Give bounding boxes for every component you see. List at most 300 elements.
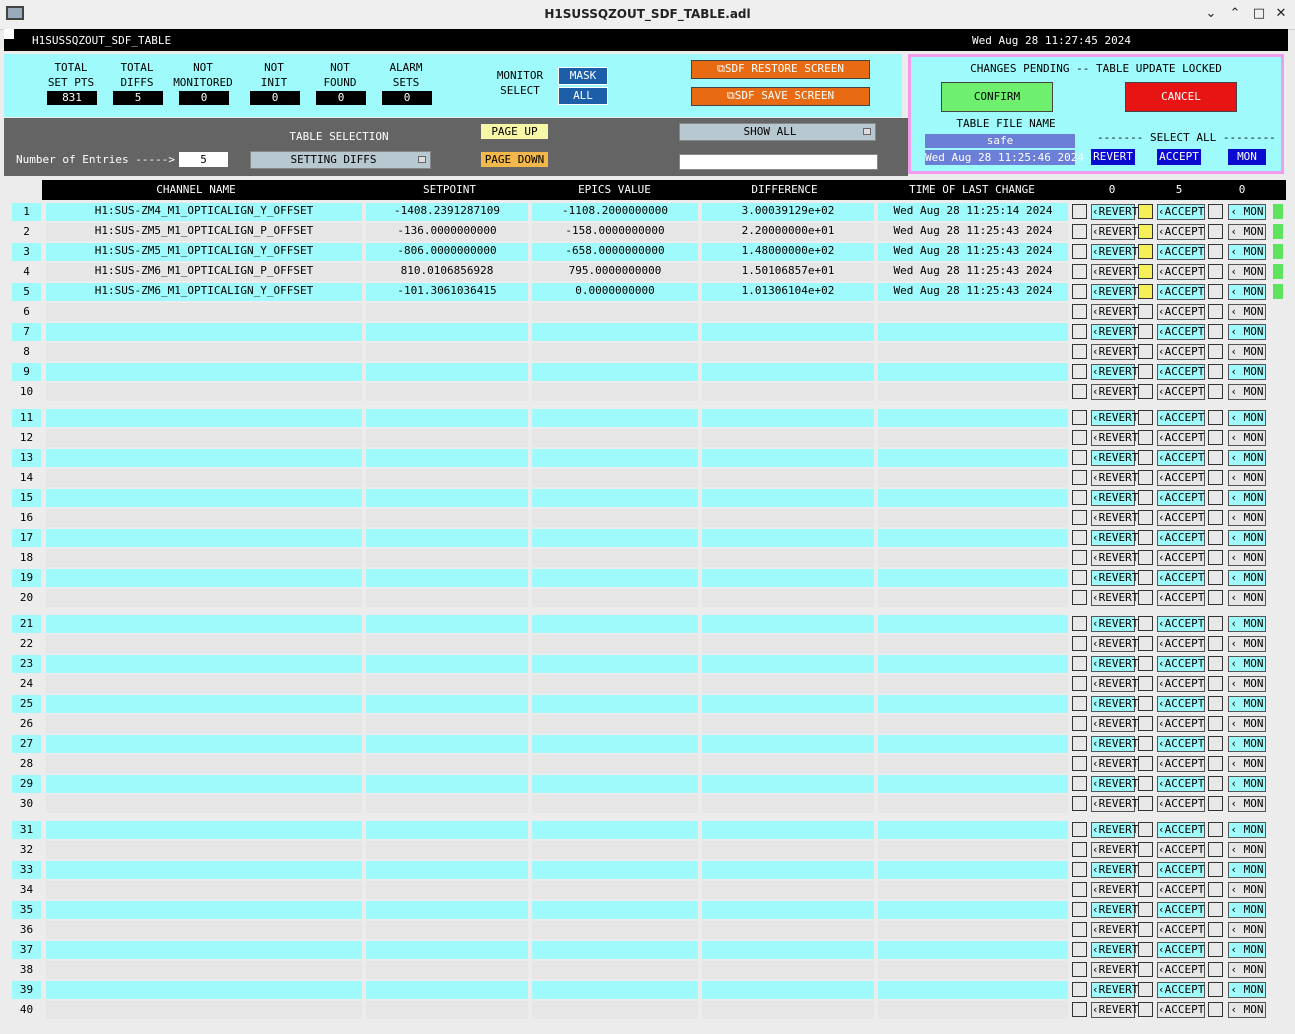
revert-button[interactable]: ‹REVERT (1092, 903, 1139, 916)
mon-checkbox[interactable] (1208, 490, 1223, 505)
mon-checkbox[interactable] (1208, 822, 1223, 837)
mon-button[interactable]: ‹ MON (1228, 1002, 1266, 1018)
revert-checkbox[interactable] (1072, 570, 1087, 585)
table-selection-dropdown[interactable] (250, 151, 431, 169)
accept-checkbox[interactable] (1138, 410, 1153, 425)
mon-checkbox[interactable] (1208, 616, 1223, 631)
revert-button[interactable]: ‹REVERT (1092, 923, 1139, 936)
current-time: Wed Aug 28 11:27:45 2024 (972, 34, 1131, 47)
revert-checkbox[interactable] (1072, 962, 1087, 977)
select-all-revert-button[interactable]: REVERT (1091, 149, 1135, 165)
accept-button[interactable]: ‹ACCEPT (1158, 797, 1205, 810)
revert-button[interactable]: ‹REVERT (1092, 491, 1139, 504)
mon-button[interactable]: ‹ MON (1228, 450, 1266, 466)
channel-name-cell (46, 1001, 362, 1019)
row-number: 21 (12, 615, 41, 633)
mon-checkbox[interactable] (1208, 410, 1223, 425)
difference-cell (702, 881, 874, 899)
accept-button[interactable]: ‹ACCEPT (1158, 657, 1205, 670)
revert-checkbox[interactable] (1072, 364, 1087, 379)
accept-checkbox[interactable] (1138, 490, 1153, 505)
accept-checkbox[interactable] (1138, 324, 1153, 339)
revert-checkbox[interactable] (1072, 430, 1087, 445)
revert-checkbox[interactable] (1072, 822, 1087, 837)
revert-checkbox[interactable] (1072, 590, 1087, 605)
mon-button[interactable]: ‹ MON (1228, 224, 1266, 240)
cancel-button[interactable]: CANCEL (1125, 82, 1237, 112)
mon-checkbox[interactable] (1208, 776, 1223, 791)
mon-button[interactable]: ‹ MON (1228, 550, 1266, 566)
mon-button[interactable]: ‹ MON (1228, 776, 1266, 792)
confirm-button[interactable]: CONFIRM (941, 82, 1053, 112)
setpoint-cell (366, 881, 528, 899)
revert-checkbox[interactable] (1072, 344, 1087, 359)
epics-value-cell (532, 735, 698, 753)
accept-checkbox[interactable] (1138, 756, 1153, 771)
accept-button[interactable]: ‹ACCEPT (1158, 943, 1205, 956)
channel-name-cell (46, 901, 362, 919)
revert-button[interactable]: ‹REVERT (1092, 717, 1139, 730)
accept-button[interactable]: ‹ACCEPT (1158, 863, 1205, 876)
difference-cell (702, 529, 874, 547)
mon-checkbox[interactable] (1208, 204, 1223, 219)
accept-button[interactable]: ‹ACCEPT (1158, 265, 1205, 278)
revert-button[interactable]: ‹REVERT (1092, 245, 1139, 258)
mon-button[interactable]: ‹ MON (1228, 364, 1266, 380)
accept-checkbox[interactable] (1138, 204, 1153, 219)
revert-button[interactable]: ‹REVERT (1092, 737, 1139, 750)
mon-button[interactable]: ‹ MON (1228, 470, 1266, 486)
mon-button[interactable]: ‹ MON (1228, 490, 1266, 506)
accept-checkbox[interactable] (1138, 942, 1153, 957)
revert-checkbox[interactable] (1072, 490, 1087, 505)
revert-button[interactable]: ‹REVERT (1092, 225, 1139, 238)
accept-checkbox[interactable] (1138, 430, 1153, 445)
accept-button[interactable]: ‹ACCEPT (1158, 983, 1205, 996)
row-number: 29 (12, 775, 41, 793)
mon-checkbox[interactable] (1208, 550, 1223, 565)
revert-button[interactable]: ‹REVERT (1092, 697, 1139, 710)
accept-checkbox[interactable] (1138, 696, 1153, 711)
accept-button[interactable]: ‹ACCEPT (1158, 531, 1205, 544)
mon-button[interactable]: ‹ MON (1228, 264, 1266, 280)
revert-checkbox[interactable] (1072, 842, 1087, 857)
revert-button[interactable]: ‹REVERT (1092, 677, 1139, 690)
accept-checkbox[interactable] (1138, 656, 1153, 671)
revert-checkbox[interactable] (1072, 676, 1087, 691)
accept-button[interactable]: ‹ACCEPT (1158, 757, 1205, 770)
revert-checkbox[interactable] (1072, 636, 1087, 651)
mon-button[interactable]: ‹ MON (1228, 616, 1266, 632)
accept-button[interactable]: ‹ACCEPT (1158, 617, 1205, 630)
setpoint-cell (366, 941, 528, 959)
accept-button[interactable]: ‹ACCEPT (1158, 717, 1205, 730)
revert-button[interactable]: ‹REVERT (1092, 345, 1139, 358)
time-cell (878, 469, 1068, 487)
revert-button[interactable]: ‹REVERT (1092, 617, 1139, 630)
accept-checkbox[interactable] (1138, 344, 1153, 359)
mon-checkbox[interactable] (1208, 842, 1223, 857)
revert-checkbox[interactable] (1072, 264, 1087, 279)
accept-checkbox[interactable] (1138, 570, 1153, 585)
mon-button[interactable]: ‹ MON (1228, 510, 1266, 526)
revert-checkbox[interactable] (1072, 410, 1087, 425)
mon-checkbox[interactable] (1208, 530, 1223, 545)
mon-checkbox[interactable] (1208, 450, 1223, 465)
mon-button[interactable]: ‹ MON (1228, 796, 1266, 812)
sdf-restore-screen-button[interactable]: ⧉SDF RESTORE SCREEN (691, 60, 870, 79)
revert-checkbox[interactable] (1072, 982, 1087, 997)
mon-checkbox[interactable] (1208, 756, 1223, 771)
accept-checkbox[interactable] (1138, 982, 1153, 997)
revert-button[interactable]: ‹REVERT (1092, 551, 1139, 564)
window-titlebar (0, 0, 1295, 30)
accept-checkbox[interactable] (1138, 510, 1153, 525)
mon-checkbox[interactable] (1208, 736, 1223, 751)
revert-checkbox[interactable] (1072, 862, 1087, 877)
mask-button[interactable]: MASK (558, 67, 608, 85)
epics-value-cell (532, 469, 698, 487)
mon-button[interactable]: ‹ MON (1228, 590, 1266, 606)
accept-checkbox[interactable] (1138, 530, 1153, 545)
accept-button[interactable]: ‹ACCEPT (1158, 883, 1205, 896)
revert-button[interactable]: ‹REVERT (1092, 471, 1139, 484)
revert-button[interactable]: ‹REVERT (1092, 591, 1139, 604)
accept-button[interactable]: ‹ACCEPT (1158, 305, 1205, 318)
revert-checkbox[interactable] (1072, 384, 1087, 399)
difference-cell (702, 961, 874, 979)
accept-button[interactable]: ‹ACCEPT (1158, 843, 1205, 856)
mon-button[interactable]: ‹ MON (1228, 204, 1266, 220)
accept-checkbox[interactable] (1138, 862, 1153, 877)
accept-button[interactable]: ‹ACCEPT (1158, 285, 1205, 298)
accept-button[interactable]: ‹ACCEPT (1158, 677, 1205, 690)
revert-checkbox[interactable] (1072, 882, 1087, 897)
accept-checkbox[interactable] (1138, 1002, 1153, 1017)
revert-checkbox[interactable] (1072, 656, 1087, 671)
select-all-mon-button[interactable]: MON (1228, 149, 1266, 165)
mon-button[interactable]: ‹ MON (1228, 862, 1266, 878)
mon-checkbox[interactable] (1208, 982, 1223, 997)
select-all-accept-button[interactable]: ACCEPT (1157, 149, 1201, 165)
accept-checkbox[interactable] (1138, 636, 1153, 651)
revert-button[interactable]: ‹REVERT (1092, 637, 1139, 650)
row-number: 35 (12, 901, 41, 919)
revert-button[interactable]: ‹REVERT (1092, 797, 1139, 810)
mon-checkbox[interactable] (1208, 882, 1223, 897)
revert-checkbox[interactable] (1072, 530, 1087, 545)
mon-checkbox[interactable] (1208, 962, 1223, 977)
revert-checkbox[interactable] (1072, 510, 1087, 525)
revert-checkbox[interactable] (1072, 756, 1087, 771)
accept-button[interactable]: ‹ACCEPT (1158, 365, 1205, 378)
status-indicator (1273, 204, 1283, 219)
mon-button[interactable]: ‹ MON (1228, 304, 1266, 320)
accept-checkbox[interactable] (1138, 550, 1153, 565)
stat-label-total-setpts: TOTAL SET PTS (47, 61, 95, 89)
revert-button[interactable]: ‹REVERT (1092, 863, 1139, 876)
accept-button[interactable]: ‹ACCEPT (1158, 345, 1205, 358)
revert-checkbox[interactable] (1072, 616, 1087, 631)
mon-checkbox[interactable] (1208, 284, 1223, 299)
mon-checkbox[interactable] (1208, 656, 1223, 671)
mon-checkbox[interactable] (1208, 796, 1223, 811)
revert-button[interactable]: ‹REVERT (1092, 511, 1139, 524)
accept-checkbox[interactable] (1138, 304, 1153, 319)
accept-checkbox[interactable] (1138, 384, 1153, 399)
accept-button[interactable]: ‹ACCEPT (1158, 431, 1205, 444)
revert-button[interactable]: ‹REVERT (1092, 777, 1139, 790)
accept-checkbox[interactable] (1138, 736, 1153, 751)
mon-button[interactable]: ‹ MON (1228, 384, 1266, 400)
accept-checkbox[interactable] (1138, 962, 1153, 977)
accept-button[interactable]: ‹ACCEPT (1158, 385, 1205, 398)
time-cell (878, 323, 1068, 341)
mon-checkbox[interactable] (1208, 304, 1223, 319)
mon-checkbox[interactable] (1208, 1002, 1223, 1017)
accept-checkbox[interactable] (1138, 922, 1153, 937)
mon-checkbox[interactable] (1208, 430, 1223, 445)
restore-button[interactable]: □ (1252, 6, 1266, 21)
time-cell (878, 529, 1068, 547)
mon-checkbox[interactable] (1208, 902, 1223, 917)
revert-checkbox[interactable] (1072, 942, 1087, 957)
revert-checkbox[interactable] (1072, 902, 1087, 917)
setpoint-cell (366, 363, 528, 381)
revert-checkbox[interactable] (1072, 470, 1087, 485)
accept-button[interactable]: ‹ACCEPT (1158, 963, 1205, 976)
revert-checkbox[interactable] (1072, 324, 1087, 339)
time-cell (878, 775, 1068, 793)
difference-cell (702, 861, 874, 879)
page-down-button[interactable]: PAGE DOWN (480, 151, 549, 168)
accept-button[interactable]: ‹ACCEPT (1158, 903, 1205, 916)
accept-checkbox[interactable] (1138, 450, 1153, 465)
mon-button[interactable]: ‹ MON (1228, 636, 1266, 652)
count-revert: 0 (1108, 183, 1116, 196)
accept-checkbox[interactable] (1138, 776, 1153, 791)
mon-button[interactable]: ‹ MON (1228, 842, 1266, 858)
revert-button[interactable]: ‹REVERT (1092, 883, 1139, 896)
revert-button[interactable]: ‹REVERT (1092, 843, 1139, 856)
mon-button[interactable]: ‹ MON (1228, 570, 1266, 586)
revert-button[interactable]: ‹REVERT (1092, 571, 1139, 584)
page-up-button[interactable]: PAGE UP (480, 123, 549, 140)
all-button[interactable]: ALL (558, 87, 608, 105)
mon-checkbox[interactable] (1208, 224, 1223, 239)
revert-button[interactable]: ‹REVERT (1092, 943, 1139, 956)
accept-checkbox[interactable] (1138, 676, 1153, 691)
difference-cell (702, 735, 874, 753)
mon-button[interactable]: ‹ MON (1228, 676, 1266, 692)
sdf-save-screen-button[interactable]: ⧉SDF SAVE SCREEN (691, 87, 870, 106)
accept-checkbox[interactable] (1138, 590, 1153, 605)
accept-button[interactable]: ‹ACCEPT (1158, 225, 1205, 238)
accept-button[interactable]: ‹ACCEPT (1158, 245, 1205, 258)
accept-checkbox[interactable] (1138, 822, 1153, 837)
revert-checkbox[interactable] (1072, 204, 1087, 219)
revert-button[interactable]: ‹REVERT (1092, 431, 1139, 444)
mon-checkbox[interactable] (1208, 570, 1223, 585)
mon-checkbox[interactable] (1208, 510, 1223, 525)
mon-button[interactable]: ‹ MON (1228, 344, 1266, 360)
revert-button[interactable]: ‹REVERT (1092, 285, 1139, 298)
revert-button[interactable]: ‹REVERT (1092, 983, 1139, 996)
revert-checkbox[interactable] (1072, 736, 1087, 751)
row-number: 18 (12, 549, 41, 567)
revert-button[interactable]: ‹REVERT (1092, 757, 1139, 770)
accept-button[interactable]: ‹ACCEPT (1158, 737, 1205, 750)
accept-button[interactable]: ‹ACCEPT (1158, 471, 1205, 484)
mon-checkbox[interactable] (1208, 676, 1223, 691)
difference-cell (702, 901, 874, 919)
revert-checkbox[interactable] (1072, 244, 1087, 259)
accept-button[interactable]: ‹ACCEPT (1158, 325, 1205, 338)
mon-checkbox[interactable] (1208, 696, 1223, 711)
mon-button[interactable]: ‹ MON (1228, 882, 1266, 898)
revert-checkbox[interactable] (1072, 304, 1087, 319)
channel-name-cell (46, 549, 362, 567)
mon-checkbox[interactable] (1208, 862, 1223, 877)
epics-value-cell (532, 635, 698, 653)
epics-value-cell (532, 323, 698, 341)
accept-button[interactable]: ‹ACCEPT (1158, 451, 1205, 464)
accept-checkbox[interactable] (1138, 244, 1153, 259)
accept-checkbox[interactable] (1138, 616, 1153, 631)
accept-checkbox[interactable] (1138, 224, 1153, 239)
mon-checkbox[interactable] (1208, 470, 1223, 485)
mon-button[interactable]: ‹ MON (1228, 244, 1266, 260)
show-all-dropdown[interactable] (679, 123, 876, 141)
entries-input[interactable]: 5 (179, 152, 228, 167)
status-indicator (1273, 264, 1283, 279)
mon-button[interactable]: ‹ MON (1228, 822, 1266, 838)
revert-checkbox[interactable] (1072, 550, 1087, 565)
filter-input[interactable] (679, 154, 878, 170)
mon-checkbox[interactable] (1208, 922, 1223, 937)
accept-button[interactable]: ‹ACCEPT (1158, 923, 1205, 936)
count-mon: 0 (1238, 183, 1246, 196)
pending-status: CHANGES PENDING -- TABLE UPDATE LOCKED (970, 62, 1222, 75)
accept-button[interactable]: ‹ACCEPT (1158, 571, 1205, 584)
mon-button[interactable]: ‹ MON (1228, 656, 1266, 672)
setpoint-cell (366, 303, 528, 321)
accept-checkbox[interactable] (1138, 882, 1153, 897)
mon-checkbox[interactable] (1208, 264, 1223, 279)
revert-button[interactable]: ‹REVERT (1092, 411, 1139, 424)
setpoint-cell (366, 795, 528, 813)
accept-checkbox[interactable] (1138, 264, 1153, 279)
channel-name-cell (46, 841, 362, 859)
revert-button[interactable]: ‹REVERT (1092, 823, 1139, 836)
mon-checkbox[interactable] (1208, 942, 1223, 957)
revert-button[interactable]: ‹REVERT (1092, 205, 1139, 218)
mon-checkbox[interactable] (1208, 384, 1223, 399)
close-button[interactable]: ✕ (1275, 6, 1287, 21)
mon-checkbox[interactable] (1208, 364, 1223, 379)
maximize-button[interactable]: ⌃ (1229, 6, 1241, 21)
revert-button[interactable]: ‹REVERT (1092, 305, 1139, 318)
mon-button[interactable]: ‹ MON (1228, 410, 1266, 426)
mon-button[interactable]: ‹ MON (1228, 430, 1266, 446)
accept-checkbox[interactable] (1138, 364, 1153, 379)
revert-checkbox[interactable] (1072, 696, 1087, 711)
revert-button[interactable]: ‹REVERT (1092, 325, 1139, 338)
mon-checkbox[interactable] (1208, 636, 1223, 651)
mon-button[interactable]: ‹ MON (1228, 716, 1266, 732)
accept-button[interactable]: ‹ACCEPT (1158, 511, 1205, 524)
accept-button[interactable]: ‹ACCEPT (1158, 591, 1205, 604)
difference-cell: 2.20000000e+01 (702, 223, 874, 241)
mon-checkbox[interactable] (1208, 324, 1223, 339)
mon-button[interactable]: ‹ MON (1228, 324, 1266, 340)
setpoint-cell (366, 861, 528, 879)
accept-button[interactable]: ‹ACCEPT (1158, 637, 1205, 650)
accept-button[interactable]: ‹ACCEPT (1158, 205, 1205, 218)
mon-checkbox[interactable] (1208, 590, 1223, 605)
revert-checkbox[interactable] (1072, 284, 1087, 299)
channel-name-cell (46, 615, 362, 633)
mon-button[interactable]: ‹ MON (1228, 902, 1266, 918)
accept-button[interactable]: ‹ACCEPT (1158, 551, 1205, 564)
revert-checkbox[interactable] (1072, 224, 1087, 239)
revert-checkbox[interactable] (1072, 450, 1087, 465)
mon-button[interactable]: ‹ MON (1228, 962, 1266, 978)
accept-checkbox[interactable] (1138, 470, 1153, 485)
mon-checkbox[interactable] (1208, 344, 1223, 359)
accept-button[interactable]: ‹ACCEPT (1158, 1003, 1205, 1016)
setpoint-cell (366, 821, 528, 839)
accept-button[interactable]: ‹ACCEPT (1158, 491, 1205, 504)
mon-button[interactable]: ‹ MON (1228, 922, 1266, 938)
revert-checkbox[interactable] (1072, 796, 1087, 811)
revert-checkbox[interactable] (1072, 922, 1087, 937)
mon-button[interactable]: ‹ MON (1228, 756, 1266, 772)
accept-button[interactable]: ‹ACCEPT (1158, 411, 1205, 424)
mon-button[interactable]: ‹ MON (1228, 284, 1266, 300)
minimize-button[interactable]: ⌄ (1205, 6, 1217, 21)
revert-button[interactable]: ‹REVERT (1092, 365, 1139, 378)
accept-checkbox[interactable] (1138, 796, 1153, 811)
revert-button[interactable]: ‹REVERT (1092, 451, 1139, 464)
mon-button[interactable]: ‹ MON (1228, 736, 1266, 752)
mon-button[interactable]: ‹ MON (1228, 942, 1266, 958)
revert-button[interactable]: ‹REVERT (1092, 1003, 1139, 1016)
revert-checkbox[interactable] (1072, 1002, 1087, 1017)
revert-button[interactable]: ‹REVERT (1092, 963, 1139, 976)
mon-button[interactable]: ‹ MON (1228, 530, 1266, 546)
row-number: 3 (12, 243, 41, 261)
accept-checkbox[interactable] (1138, 284, 1153, 299)
revert-button[interactable]: ‹REVERT (1092, 657, 1139, 670)
revert-checkbox[interactable] (1072, 716, 1087, 731)
accept-button[interactable]: ‹ACCEPT (1158, 823, 1205, 836)
accept-button[interactable]: ‹ACCEPT (1158, 777, 1205, 790)
revert-button[interactable]: ‹REVERT (1092, 531, 1139, 544)
mon-checkbox[interactable] (1208, 716, 1223, 731)
revert-button[interactable]: ‹REVERT (1092, 385, 1139, 398)
mon-checkbox[interactable] (1208, 244, 1223, 259)
mon-button[interactable]: ‹ MON (1228, 982, 1266, 998)
revert-checkbox[interactable] (1072, 776, 1087, 791)
accept-checkbox[interactable] (1138, 902, 1153, 917)
row-number: 6 (12, 303, 41, 321)
revert-button[interactable]: ‹REVERT (1092, 265, 1139, 278)
accept-checkbox[interactable] (1138, 716, 1153, 731)
accept-button[interactable]: ‹ACCEPT (1158, 697, 1205, 710)
accept-checkbox[interactable] (1138, 842, 1153, 857)
mon-button[interactable]: ‹ MON (1228, 696, 1266, 712)
